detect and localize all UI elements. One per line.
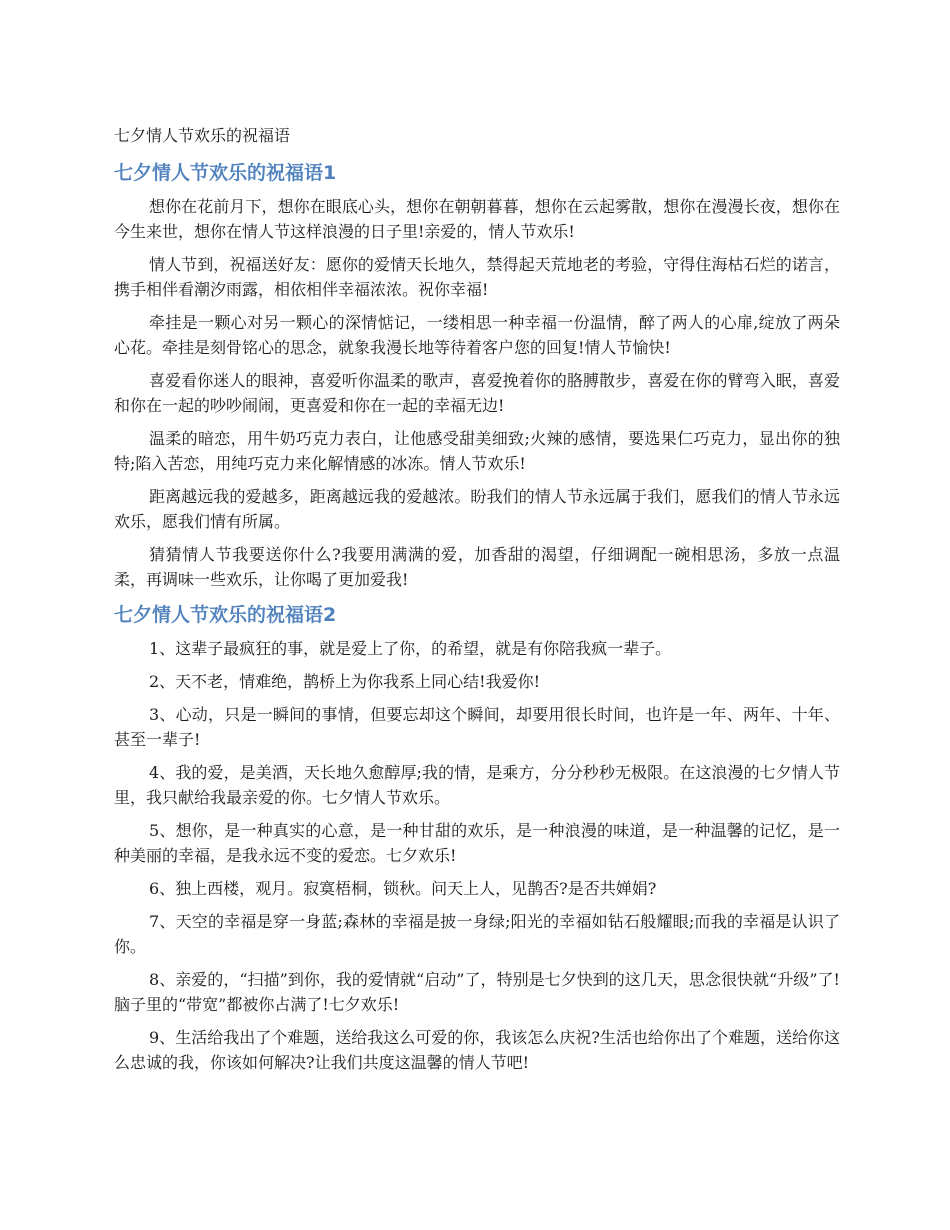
paragraph: 猜猜情人节我要送你什么?我要用满满的爱，加香甜的渴望，仔细调配一碗相思汤，多放一点温柔，再调味一些欢乐，让你喝了更加爱我! — [114, 545, 840, 589]
section-heading: 七夕情人节欢乐的祝福语2 — [114, 604, 337, 626]
paragraph: 距离越远我的爱越多，距离越远我的爱越浓。盼我们的情人节永远属于我们，愿我们的情人节永远欢乐，愿我们情有所属。 — [114, 487, 840, 531]
list-paragraph: 5、想你，是一种真实的心意，是一种甘甜的欢乐，是一种浪漫的味道，是一种温馨的记忆，是一种美丽的幸福，是我永远不变的爱恋。七夕欢乐! — [114, 821, 840, 865]
section-heading: 七夕情人节欢乐的祝福语1 — [114, 162, 337, 184]
paragraph: 情人节到，祝福送好友：愿你的爱情天长地久，禁得起天荒地老的考验，守得住海枯石烂的诺言，携手相伴看潮汐雨露，相依相伴幸福浓浓。祝你幸福! — [114, 255, 840, 299]
section-2 — [114, 600, 840, 1075]
document-title: 七夕情人节欢乐的祝福语 — [114, 126, 291, 145]
list-paragraph: 3、心动，只是一瞬间的事情，但要忘却这个瞬间，却要用很长时间，也许是一年、两年、十年、甚至一辈子! — [114, 705, 840, 749]
list-paragraph: 8、亲爱的，“扫描”到你，我的爱情就“启动”了，特别是七夕快到的这几天，思念很快就“升级”了!脑子里的“带宽”都被你占满了!七夕欢乐! — [114, 970, 840, 1014]
list-paragraph: 4、我的爱，是美酒，天长地久愈醇厚;我的情，是乘方，分分秒秒无极限。在这浪漫的七夕情人节里，我只献给我最亲爱的你。七夕情人节欢乐。 — [114, 763, 840, 807]
list-paragraph: 2、天不老，情难绝，鹊桥上为你我系上同心结!我爱你! — [149, 672, 541, 691]
paragraph: 温柔的暗恋，用牛奶巧克力表白，让他感受甜美细致;火辣的感情，要选果仁巧克力，显出你的独特;陷入苦恋，用纯巧克力来化解情感的冰冻。情人节欢乐! — [114, 429, 840, 473]
section-1 — [114, 158, 840, 592]
paragraph: 想你在花前月下，想你在眼底心头，想你在朝朝暮暮，想你在云起雾散，想你在漫漫长夜，想你在今生来世，想你在情人节这样浪漫的日子里!亲爱的，情人节欢乐! — [114, 197, 840, 241]
list-paragraph: 9、生活给我出了个难题，送给我这么可爱的你，我该怎么庆祝?生活也给你出了个难题，送给你这么忠诚的我，你该如何解决?让我们共度这温馨的情人节吧! — [114, 1028, 840, 1072]
list-paragraph: 7、天空的幸福是穿一身蓝;森林的幸福是披一身绿;阳光的幸福如钻石般耀眼;而我的幸福是认识了你。 — [114, 912, 840, 956]
paragraph: 喜爱看你迷人的眼神，喜爱听你温柔的歌声，喜爱挽着你的胳膊散步，喜爱在你的臂弯入眠，喜爱和你在一起的吵吵闹闹，更喜爱和你在一起的幸福无边! — [114, 371, 840, 415]
paragraph: 牵挂是一颗心对另一颗心的深情惦记，一缕相思一种幸福一份温情，醉了两人的心扉,绽放了两朵心花。牵挂是刻骨铭心的思念，就象我漫长地等待着客户您的回复!情人节愉快! — [114, 313, 840, 357]
list-paragraph: 1、这辈子最疯狂的事，就是爱上了你，的希望，就是有你陪我疯一辈子。 — [149, 639, 672, 658]
list-paragraph: 6、独上西楼，观月。寂寞梧桐，锁秋。问天上人，见鹊否?是否共婵娟? — [149, 879, 657, 898]
document-page — [114, 122, 840, 1083]
